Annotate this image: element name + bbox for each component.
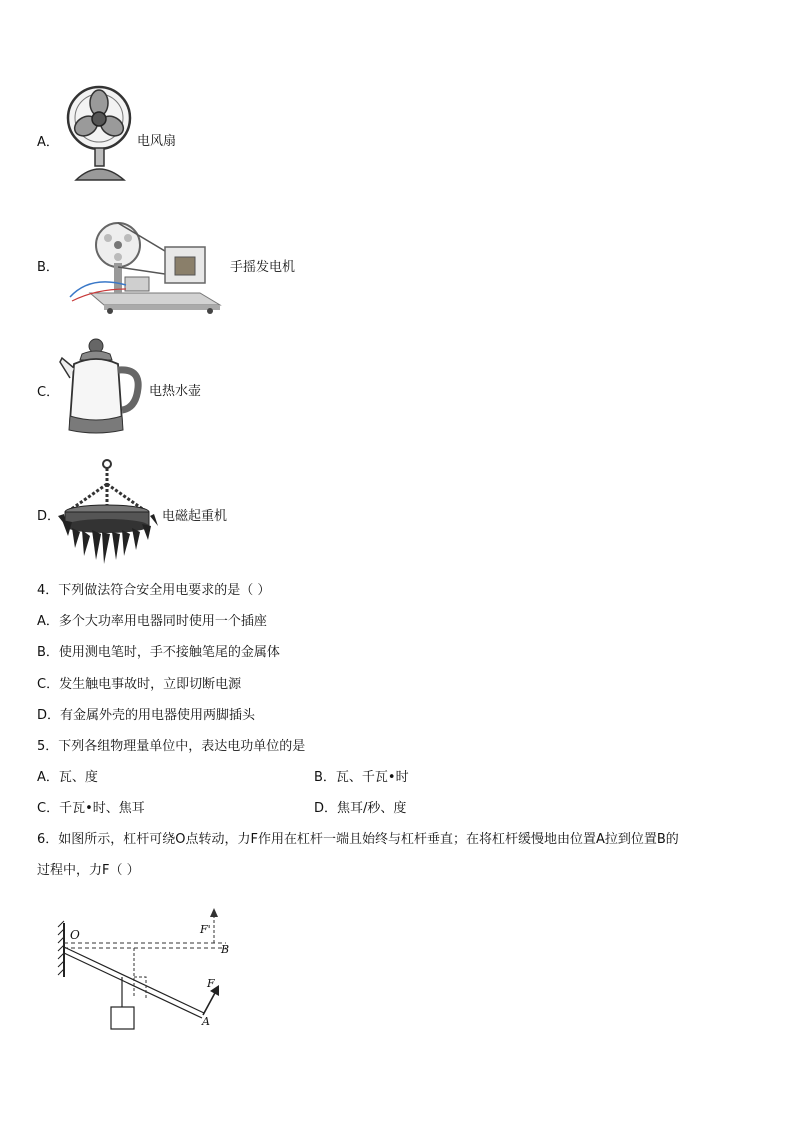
question-stem: 4．下列做法符合安全用电要求的是（ ） <box>37 583 271 598</box>
electric-kettle-icon <box>60 338 144 436</box>
option-a: A．多个大功率用电器同时使用一个插座 <box>37 614 267 629</box>
option-caption: 电风扇 <box>137 134 177 149</box>
label-b: B <box>221 943 230 956</box>
electromagnetic-crane-icon <box>58 458 160 568</box>
option-caption: 手摇发电机 <box>230 260 296 275</box>
option-b: B．瓦、千瓦•时 <box>314 770 409 785</box>
option-letter: D． <box>37 509 61 524</box>
electric-fan-icon <box>68 84 132 182</box>
option-c: C．发生触电事故时，立即切断电源 <box>37 677 242 692</box>
question-stem-line-1: 6．如图所示，杠杆可绕O点转动，力F作用在杠杆一端且始终与杠杆垂直；在将杠杆缓慢地由位置A拉到位置B的 <box>37 832 679 847</box>
question-stem: 5．下列各组物理量单位中，表达电功单位的是 <box>37 739 306 754</box>
option-letter: C． <box>37 385 60 400</box>
option-b: B．使用测电笔时，手不接触笔尾的金属体 <box>37 645 280 660</box>
lever-diagram <box>50 905 250 1035</box>
option-letter: A． <box>37 135 59 150</box>
hand-crank-generator-icon <box>60 205 230 319</box>
option-a: A．瓦、度 <box>37 770 98 785</box>
option-caption: 电热水壶 <box>149 384 202 399</box>
question-stem-line-2: 过程中，力F（ ） <box>37 863 140 878</box>
option-letter: B． <box>37 260 59 275</box>
option-caption: 电磁起重机 <box>162 509 228 524</box>
option-d: D．焦耳/秒、度 <box>314 801 407 816</box>
label-a: A <box>202 1015 210 1028</box>
option-d: D．有金属外壳的用电器使用两脚插头 <box>37 708 256 723</box>
option-c: C．千瓦•时、焦耳 <box>37 801 145 816</box>
label-f: F <box>207 977 215 990</box>
label-o: O <box>70 928 80 942</box>
label-f-prime: F' <box>200 923 211 936</box>
